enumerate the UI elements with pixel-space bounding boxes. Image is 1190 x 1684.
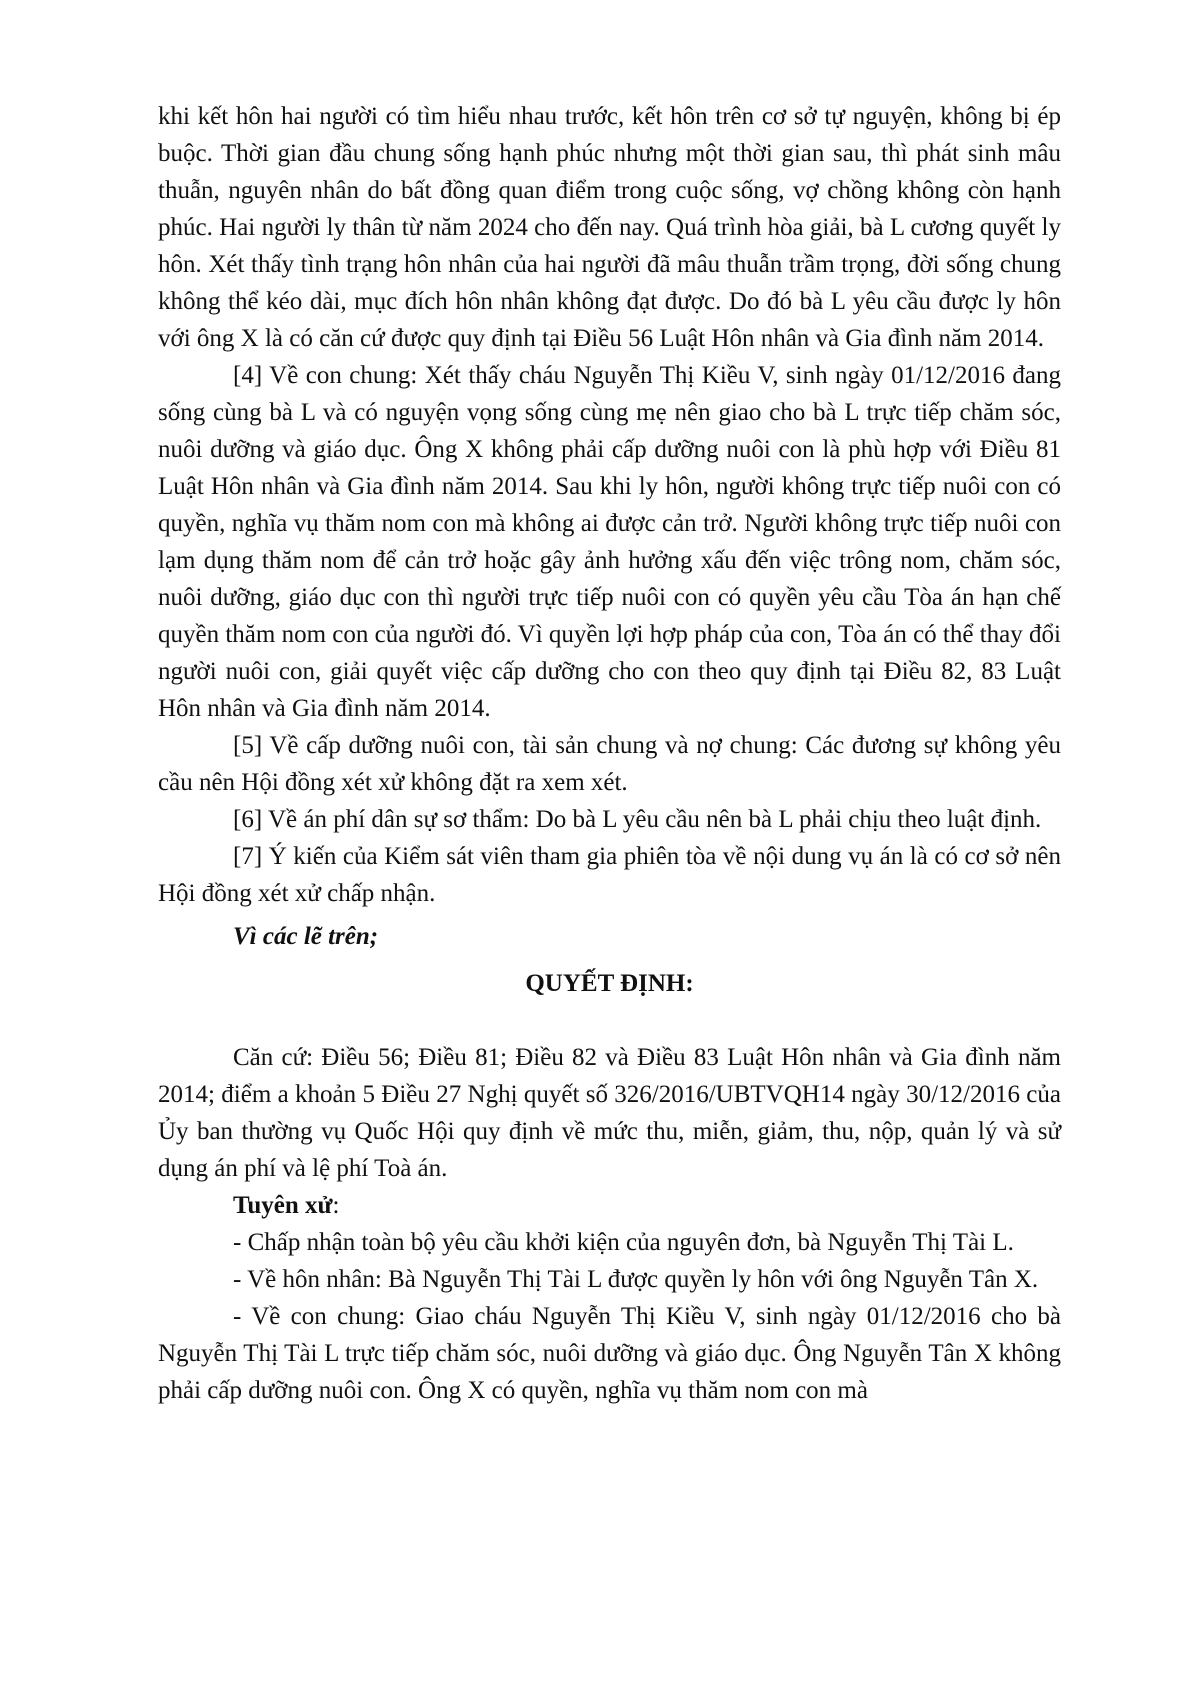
paragraph-court-fee: [6] Về án phí dân sự sơ thẩm: Do bà L yêu cầu nên bà L phải chịu theo luật định.	[233, 806, 1042, 833]
document-page	[158, 98, 1061, 1409]
paragraph-common-child: [4] Về con chung: Xét thấy cháu Nguyễn Thị Kiều V, sinh ngày 01/12/2016 đang sống cùng bà L và có nguyện vọng sống cùng mẹ nên giao cho bà L trực tiếp chăm sóc, nuôi dưỡng và giáo dục. Ông X không phải cấp dưỡng nuôi con là phù hợp với Điều 81 Luật Hôn nhân và Gia đình năm 2014. Sau khi ly hôn, người không trực tiếp nuôi con có quyền, nghĩa vụ thăm nom con mà không ai được cản trở. Người không trực tiếp nuôi con lạm dụng thăm nom để cản trở hoặc gây ảnh hưởng xấu đến việc trông nom, chăm sóc, nuôi dưỡng, giáo dục con thì người trực tiếp nuôi con có quyền yêu cầu Tòa án hạn chế quyền thăm nom con của người đó. Vì quyền lợi hợp pháp của con, Tòa án có thể thay đổi người nuôi con, giải quyết việc cấp dưỡng cho con theo quy định tại Điều 82, 83 Luật Hôn nhân và Gia đình năm 2014.	[158, 362, 1061, 722]
verdict-item-marriage: - Về hôn nhân: Bà Nguyễn Thị Tài L được quyền ly hôn với ông Nguyễn Tân X.	[233, 1266, 1039, 1293]
verdict-item-accept-claim: - Chấp nhận toàn bộ yêu cầu khởi kiện của nguyên đơn, bà Nguyễn Thị Tài L.	[233, 1229, 1014, 1256]
paragraph-legal-basis: Căn cứ: Điều 56; Điều 81; Điều 82 và Điều 83 Luật Hôn nhân và Gia đình năm 2014; điểm a khoản 5 Điều 27 Nghị quyết số 326/2016/UBTVQH14 ngày 30/12/2016 của Ủy ban thường vụ Quốc Hội quy định về mức thu, miễn, giảm, thu, nộp, quản lý và sử dụng án phí và lệ phí Toà án.	[158, 1044, 1061, 1182]
verdict-colon: :	[332, 1192, 340, 1219]
reasons-line: Vì các lẽ trên;	[233, 923, 379, 950]
paragraph-prosecutor-opinion: [7] Ý kiến của Kiểm sát viên tham gia phiên tòa về nội dung vụ án là có cơ sở nên Hội đồng xét xử chấp nhận.	[158, 843, 1061, 907]
verdict-label: Tuyên xử	[233, 1192, 333, 1219]
decision-heading: QUYẾT ĐỊNH:	[525, 970, 694, 997]
verdict-label-line	[158, 1187, 1061, 1224]
paragraph-marriage-conflict: khi kết hôn hai người có tìm hiểu nhau trước, kết hôn trên cơ sở tự nguyện, không bị ép buộc. Thời gian đầu chung sống hạnh phúc nhưng một thời gian sau, thì phát sinh mâu thuẫn, nguyên nhân do bất đồng quan điểm trong cuộc sống, vợ chồng không còn hạnh phúc. Hai người ly thân từ năm 2024 cho đến nay. Quá trình hòa giải, bà L cương quyết ly hôn. Xét thấy tình trạng hôn nhân của hai người đã mâu thuẫn trầm trọng, đời sống chung không thể kéo dài, mục đích hôn nhân không đạt được. Do đó bà L yêu cầu được ly hôn với ông X là có căn cứ được quy định tại Điều 56 Luật Hôn nhân và Gia đình năm 2014.	[158, 103, 1061, 352]
paragraph-child-support-assets: [5] Về cấp dưỡng nuôi con, tài sản chung và nợ chung: Các đương sự không yêu cầu nên Hội đồng xét xử không đặt ra xem xét.	[158, 732, 1061, 796]
verdict-item-common-child: - Về con chung: Giao cháu Nguyễn Thị Kiều V, sinh ngày 01/12/2016 cho bà Nguyễn Thị Tài L trực tiếp chăm sóc, nuôi dưỡng và giáo dục. Ông Nguyễn Tân X không phải cấp dưỡng nuôi con. Ông X có quyền, nghĩa vụ thăm nom con mà	[158, 1303, 1061, 1404]
